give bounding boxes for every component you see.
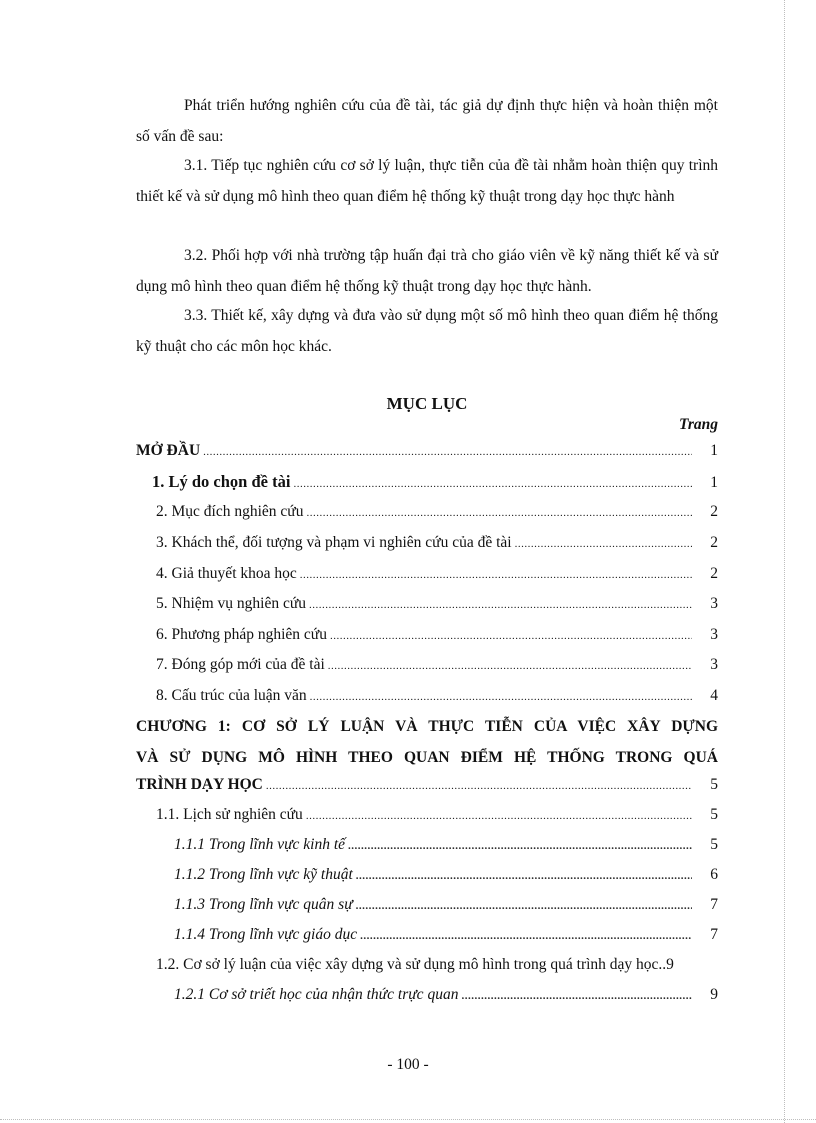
- leader-dots: [310, 691, 692, 703]
- leader-dots: [330, 630, 692, 642]
- leader-dots: [203, 446, 692, 458]
- toc-entry-7[interactable]: 7. Đóng góp mới của đề tài ..... 3: [156, 656, 718, 686]
- leader-dots: [515, 538, 692, 550]
- leader-dots: [348, 840, 692, 852]
- leader-dots: [356, 870, 692, 882]
- toc-entry-8[interactable]: 8. Cấu trúc của luận văn ..... 4: [156, 687, 718, 717]
- paragraph-3-1: 3.1. Tiếp tục nghiên cứu cơ sở lý luận, thực tiễn của đề tài nhằm hoàn thiện quy trình thiết kế và sử dụng mô hình theo quan điểm hệ thống kỹ thuật trong dạy học thực hành: [136, 157, 718, 205]
- toc-entry-1-1-2[interactable]: 1.1.2 Trong lĩnh vực kỹ thuật ..... 6: [174, 866, 718, 896]
- leader-dots: [356, 900, 692, 912]
- toc-page-header: Trang: [678, 416, 718, 433]
- leader-dots: [309, 599, 692, 611]
- toc-chapter-1[interactable]: CHƯƠNG 1: CƠ SỞ LÝ LUẬN VÀ THỰC TIỄN CỦA VIỆC XÂY DỰNG VÀ SỬ DỤNG MÔ HÌNH THEO QUAN ĐIỂM HỆ THỐNG TRONG QUÁ: [136, 718, 718, 766]
- leader-dots: [266, 780, 692, 792]
- page-number: - 100 -: [387, 1056, 429, 1073]
- leader-dots: [328, 660, 692, 672]
- toc-entry-6[interactable]: 6. Phương pháp nghiên cứu ..... 3: [156, 626, 718, 656]
- leader-dots: [300, 569, 692, 581]
- toc-entry-mo-dau[interactable]: MỞ ĐẦU ..... 1: [136, 442, 718, 472]
- toc-entry-1-1[interactable]: 1.1. Lịch sử nghiên cứu ..... 5: [156, 806, 718, 836]
- toc-entry-5[interactable]: 5. Nhiệm vụ nghiên cứu ..... 3: [156, 595, 718, 625]
- paragraph-3-2: 3.2. Phối hợp với nhà trường tập huấn đại trà cho giáo viên về kỹ năng thiết kế và sử dụng mô hình theo quan điểm hệ thống kỹ thuật trong dạy học thực hành.: [136, 247, 718, 295]
- leader-dots: [360, 930, 692, 942]
- toc-chapter-1-last-line[interactable]: TRÌNH DẠY HỌC ..... 5: [136, 776, 718, 806]
- page-border-bottom: [0, 1119, 816, 1121]
- leader-dots: [306, 810, 692, 822]
- toc-entry-1-1-3[interactable]: 1.1.3 Trong lĩnh vực quân sự ..... 7: [174, 896, 718, 926]
- toc-entry-1-1-4[interactable]: 1.1.4 Trong lĩnh vực giáo dục ..... 7: [174, 926, 718, 956]
- page-border-right: [784, 0, 786, 1123]
- paragraph-3-3: 3.3. Thiết kế, xây dựng và đưa vào sử dụng một số mô hình theo quan điểm hệ thống kỹ thuật cho các môn học khác.: [136, 307, 718, 355]
- leader-dots: [306, 507, 692, 519]
- toc-entry-1-1-1[interactable]: 1.1.1 Trong lĩnh vực kinh tế ..... 5: [174, 836, 718, 866]
- toc-entry-2[interactable]: 2. Mục đích nghiên cứu ..... 2: [156, 503, 718, 533]
- intro-paragraph: Phát triển hướng nghiên cứu của đề tài, tác giả dự định thực hiện và hoàn thiện một số vấn đề sau:: [136, 97, 718, 145]
- toc-entry-1[interactable]: 1. Lý do chọn đề tài ..... 1: [152, 472, 718, 502]
- toc-title: MỤC LỤC: [386, 394, 468, 413]
- toc-entry-1-2[interactable]: 1.2. Cơ sở lý luận của việc xây dựng và sử dụng mô hình trong quá trình dạy học.. 9: [156, 956, 674, 973]
- leader-dots: [293, 478, 692, 490]
- toc-entry-4[interactable]: 4. Giả thuyết khoa học ..... 2: [156, 565, 718, 595]
- toc-entry-3[interactable]: 3. Khách thể, đối tượng và phạm vi nghiên cứu của đề tài ..... 2: [156, 534, 718, 564]
- toc-entry-1-2-1[interactable]: 1.2.1 Cơ sở triết học của nhận thức trực quan ..... 9: [174, 986, 718, 1016]
- leader-dots: [461, 990, 692, 1002]
